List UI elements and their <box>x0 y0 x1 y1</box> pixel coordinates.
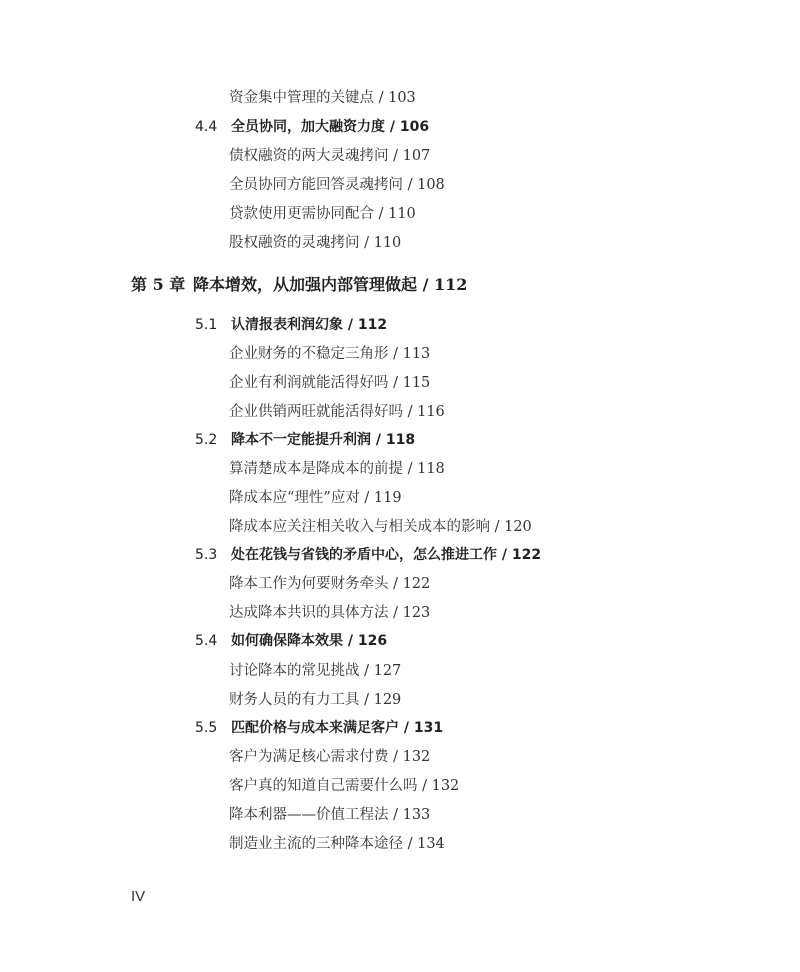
toc-section-5-4[interactable] <box>0 634 800 652</box>
toc-subentry[interactable]: 达成降本共识的具体方法 / 123 <box>229 605 431 621</box>
section-title: 认清报表利润幻象 / 112 <box>231 317 388 333</box>
toc-section-5-3[interactable] <box>0 548 800 566</box>
section-title: 匹配价格与成本来满足客户 / 131 <box>231 720 444 736</box>
toc-subentry[interactable]: 债权融资的两大灵魂拷问 / 107 <box>229 148 431 164</box>
toc-section-5-1[interactable] <box>0 318 800 336</box>
section-number: 5.5 <box>195 720 218 736</box>
section-number: 5.4 <box>195 633 218 649</box>
toc-subentry[interactable]: 企业供销两旺就能活得好吗 / 116 <box>229 404 445 420</box>
toc-section-5-2[interactable] <box>0 433 800 451</box>
toc-subentry[interactable]: 降本利器——价值工程法 / 133 <box>229 807 431 823</box>
section-number: 4.4 <box>195 119 218 135</box>
toc-subentry[interactable]: 资金集中管理的关键点 / 103 <box>229 90 416 106</box>
toc-subentry[interactable]: 财务人员的有力工具 / 129 <box>229 692 402 708</box>
toc-subentry[interactable]: 企业财务的不稳定三角形 / 113 <box>229 346 431 362</box>
toc-subentry[interactable]: 股权融资的灵魂拷问 / 110 <box>229 235 402 251</box>
section-number: 5.2 <box>195 432 218 448</box>
toc-subentry[interactable]: 客户真的知道自己需要什么吗 / 132 <box>229 778 460 794</box>
chapter-number: 第 5 章 <box>131 275 186 294</box>
page-number: IV <box>131 888 146 905</box>
toc-subentry[interactable]: 降成本应“理性”应对 / 119 <box>229 490 402 506</box>
toc-subentry[interactable]: 企业有利润就能活得好吗 / 115 <box>229 375 431 391</box>
toc-subentry[interactable]: 降成本应关注相关收入与相关成本的影响 / 120 <box>229 519 532 535</box>
toc-section-5-5[interactable] <box>0 721 800 739</box>
toc-subentry[interactable]: 算清楚成本是降成本的前提 / 118 <box>229 461 445 477</box>
toc-subentry[interactable]: 制造业主流的三种降本途径 / 134 <box>229 836 445 852</box>
toc-subentry[interactable]: 全员协同方能回答灵魂拷问 / 108 <box>229 177 445 193</box>
section-number: 5.3 <box>195 547 218 563</box>
section-title: 全员协同，加大融资力度 / 106 <box>231 119 430 135</box>
toc-subentry[interactable]: 讨论降本的常见挑战 / 127 <box>229 663 402 679</box>
toc-subentry[interactable]: 降本工作为何要财务牵头 / 122 <box>229 576 431 592</box>
section-title: 处在花钱与省钱的矛盾中心，怎么推进工作 / 122 <box>231 547 542 563</box>
toc-section-4-4[interactable] <box>0 120 800 138</box>
toc-subentry[interactable]: 客户为满足核心需求付费 / 132 <box>229 749 431 765</box>
toc-subentry[interactable]: 贷款使用更需协同配合 / 110 <box>229 206 416 222</box>
section-title: 如何确保降本效果 / 126 <box>231 633 388 649</box>
chapter-title: 降本增效，从加强内部管理做起 / 112 <box>193 275 468 294</box>
toc-chapter-5[interactable] <box>131 277 467 293</box>
section-title: 降本不一定能提升利润 / 118 <box>231 432 416 448</box>
section-number: 5.1 <box>195 317 218 333</box>
